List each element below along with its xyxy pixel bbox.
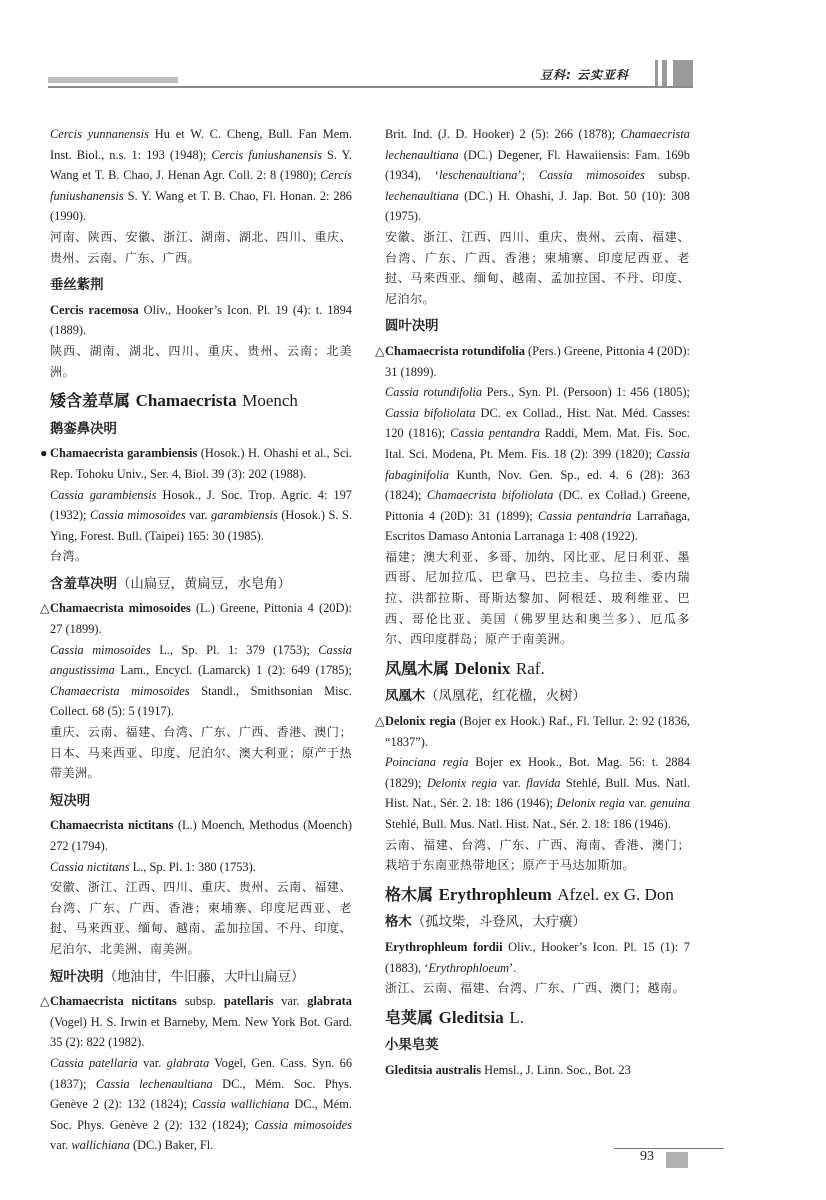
page-number: 93 [640,1149,654,1164]
accepted-name: Chamaecrista rotundifolia [385,343,525,358]
genus-chinese-name: 格木属 [385,884,434,904]
species-alternate-names: （孤坟柴，斗登风，大疔癀） [411,915,586,931]
species-chinese-name: 含羞草决明 [50,576,117,592]
entry-paragraph [385,124,690,227]
citation-text: Stehlé, Bull. Mus. Natl. Hist. Nat., Sér. 2. 18: 186 (1946); [385,775,691,811]
accepted-name: Cercis racemosa [50,302,139,317]
citation-text: ’; [517,168,539,183]
genus-chinese-name: 皂荚属 [385,1007,434,1027]
genus-chinese-name: 凤凰木属 [385,658,450,678]
distribution-text: 安徽、浙江、江西、四川、重庆、贵州、云南、福建、台湾、广东、广西、香港；柬埔寨、印度尼西亚、老挝、马来西亚、缅甸、越南、孟加拉国、不丹、印度、尼泊尔、北美洲、南美洲。 [50,880,352,956]
accepted-name: Gleditsia australis [385,1062,482,1077]
accepted-name: Erythrophleum fordii [385,939,503,954]
citation-text: L., Sp. Pl. 1: 380 (1753). [129,859,256,874]
genus-latin-name: Delonix [454,658,511,678]
citation-text: DC. ex Collad., Hist. Nat. Méd. Casses: 120 (1816); [385,405,690,441]
distribution-text: 福建；澳大利亚、多哥、加纳、冈比亚、尼日利亚、墨西哥、尼加拉瓜、巴拿马、巴拉圭、乌拉圭、委内瑞拉、洪都拉斯、哥斯达黎加、阿根廷、玻利维亚、巴西、哥伦比亚、美国（佛罗里达和奥兰多）、厄瓜多尔、西印度群岛；原产于南美洲。 [385,549,690,647]
genus-heading [385,1008,690,1029]
synonym-name: Cercis yunnanensis [50,127,149,141]
citation-text: (DC.) Degener, Fl. Hawaiiensis: Fam. 169b (1934), ‘ [385,147,690,183]
citation-text: var. [273,994,308,1009]
entry-paragraph: ● Chamaecrista garambiensis (Hosok.) H. Ohashi et al., Sci. Rep. Tohoku Univ., Ser. 4, Biol. 39 (3): 202 (1988). [40,446,353,481]
species-chinese-name: 短决明 [50,793,91,809]
citation-text: (DC.) Baker, Fl. [129,1138,214,1153]
accepted-name: Chamaecrista mimosoides [50,601,191,616]
entry-paragraph [50,815,352,856]
citation-text: subsp. [176,994,224,1009]
species-alternate-names: （地油甘，牛旧藤，大叶山扁豆） [103,969,305,985]
species-heading [385,317,690,338]
entry-paragraph [385,382,690,547]
citation-text: var. [624,796,651,811]
distribution-text: 台湾。 [50,549,88,564]
species-chinese-name: 鹅銮鼻决明 [50,421,117,437]
synonym-name: Cassia mimosoides [538,168,645,183]
synonym-name: Chamaecrista mimosoides [50,683,190,698]
species-chinese-name: 凤凰木 [385,689,426,705]
species-heading [385,913,690,934]
citation-text: (Pers.) Greene, Pittonia 4 (20D): 31 (1899). [385,343,690,379]
species-chinese-name: 小果皂荚 [385,1038,439,1054]
header-rule [48,86,693,88]
genus-heading [50,391,352,412]
entry-paragraph [50,485,352,547]
entry-paragraph: △Chamaecrista rotundifolia (Pers.) Greene, Pittonia 4 (20D): 31 (1899). [375,343,690,379]
species-alternate-names: （凤凰花，红花楹，火树） [425,689,586,705]
citation-text: Oliv., Hooker’s Icon. Pl. 15 (1): 7 (1883), ‘ [385,939,690,975]
genus-latin-name: Chamaecrista [135,391,237,411]
synonym-name: Chamaecrista lechenaultiana [385,127,690,162]
header-rule-accent [48,77,178,83]
left-column [40,124,353,1156]
species-chinese-name: 垂丝紫荆 [50,278,104,294]
synonym-name: leschenaultiana [439,168,518,183]
accepted-name: Chamaecrista nictitans [50,994,177,1009]
accepted-name: Chamaecrista garambiensis [50,446,198,461]
genus-author: Raf. [515,658,545,678]
citation-text: Hu et W. C. Cheng, Bull. Fan Mem. Inst. Biol., n.s. 1: 193 (1948); [50,127,352,162]
synonym-name: Cassia rotundifolia [385,385,483,400]
entry-paragraph: △Chamaecrista nictitans subsp. patellaris var. glabrata (Vogel) H. S. Irwin et Barneby, Mem. New York Bot. Gard. 35 (2): 822 (1982). [40,994,353,1050]
citation-text: (DC.) H. Ohashi, J. Jap. Bot. 50 (10): 308 (1975). [385,188,690,224]
species-heading [385,1036,690,1057]
synonym-name: Delonix regia [426,775,498,790]
footer-rule [614,1148,724,1149]
citation-text: (L.) Greene, Pittonia 4 (20D): 27 (1899). [50,601,352,637]
citation-text: S. Y. Wang et T. B. Chao, Fl. Honan. 2: 286 (1990). [50,188,352,224]
synonym-name: Cassia bifoliolata [385,405,476,420]
citation-text: Hosok., J. Soc. Trop. Agric. 4: 197 (1932); [50,487,352,523]
entry-paragraph [50,640,352,722]
species-chinese-name: 圆叶决明 [385,319,439,335]
distribution-text: 安徽、浙江、江西、四川、重庆、贵州、云南、福建、台湾、广东、广西、香港；柬埔寨、印度尼西亚、老挝、马来西亚、缅甸、越南、孟加拉国、不丹、印度、尼泊尔。 [385,229,690,306]
species-heading [50,276,352,297]
citation-text: Kunth, Nov. Gen. Sp., ed. 4. 6 (28): 363 (1824); [385,467,690,503]
synonym-name: flavida [526,775,561,790]
citation-text: DC., Mém. Soc. Phys. Genève 2 (2): 132 (1824); [50,1097,352,1132]
species-heading [50,420,352,441]
entry-paragraph [50,300,352,341]
citation-text: Pers., Syn. Pl. (Persoon) 1: 456 (1805); [482,385,690,400]
synonym-name: Poinciana regia [385,755,469,770]
right-column [375,124,691,1081]
species-heading [385,687,690,708]
synonym-name: Cassia mimosoides [254,1117,352,1132]
citation-text: (Vogel) H. S. Irwin et Barneby, Mem. New York Bot. Gard. 35 (2): 822 (1982). [50,1014,352,1050]
citation-text: (L.) Moench, Methodus (Moench) 272 (1794). [50,818,352,853]
citation-text: L., Sp. Pl. 1: 379 (1753); [150,642,319,657]
synonym-name: glabrata [166,1055,210,1070]
citation-text: Raddi, Mem. Mat. Fis. Soc. Ital. Sci. Modena, Pt. Mem. Fis. 18 (2): 399 (1820); [385,426,690,461]
citation-text: var. [497,775,527,790]
genus-author: L. [509,1007,524,1027]
entry-paragraph [385,937,690,978]
citation-text: (Bojer ex Hook.) Raf., Fl. Tellur. 2: 92 (1836, “1837”). [385,714,690,749]
synonym-name: Cassia garambiensis [50,487,157,502]
genus-latin-name: Erythrophleum [438,884,552,904]
citation-text: DC., Mém. Soc. Phys. Genève 2 (2): 132 (1824); [50,1076,353,1112]
entry-paragraph: △Delonix regia (Bojer ex Hook.) Raf., Fl. Tellur. 2: 92 (1836, “1837”). [375,714,690,749]
synonym-name: Cassia pentandra [450,426,540,441]
synonym-name: wallichiana [71,1138,130,1153]
citation-text: var. [137,1055,167,1070]
synonym-name: Cassia lechenaultiana [95,1076,213,1091]
citation-text: Bojer ex Hook., Bot. Mag. 56: t. 2884 (1829); [385,755,690,790]
accepted-name: Chamaecrista nictitans [50,818,174,833]
synonym-name: garambiensis [211,508,278,523]
synonym-name: Delonix regia [556,796,625,811]
accepted-name: glabrata [307,994,353,1009]
distribution-text: 河南、陕西、安徽、浙江、湖南、湖北、四川、重庆、贵州、云南、广东、广西。 [50,229,352,265]
distribution-text: 陕西、湖南、湖北、四川、重庆、贵州、云南；北美洲。 [50,343,352,379]
species-chinese-name: 格木 [385,915,412,931]
synonym-name: genuina [650,796,691,811]
synonym-name: lechenaultiana [385,188,459,203]
synonym-name: Cercis funiushanensis [211,147,322,162]
footer-block [666,1152,688,1168]
accepted-name: patellaris [223,994,274,1009]
citation-text: Larrañaga, Escritos Damaso Antonia Larranaga 1: 408 (1922). [385,508,691,544]
citation-text: (Hosok.) H. Ohashi et al., Sci. Rep. Tohoku Univ., Ser. 4, Biol. 39 (3): 202 (1988). [50,446,353,481]
citation-text: var. [185,508,211,523]
running-header: 豆科: 云实亚科 [540,68,629,82]
citation-text: var. [50,1138,72,1153]
synonym-name: Cercis funiushanensis [50,168,352,203]
citation-text: Vogel, Gen. Cass. Syn. 66 (1837); [50,1055,353,1091]
synonym-name: Cassia nictitans [50,859,130,874]
citation-text: Standl., Smithsonian Misc. Collect. 68 (5): 5 (1917). [50,683,352,719]
synonym-name: Cassia angustissima [50,642,352,678]
species-heading [50,575,352,596]
genus-latin-name: Gleditsia [438,1007,504,1027]
genus-heading [385,659,690,680]
species-alternate-names: （山扁豆，黄扁豆，水皂角） [116,576,292,592]
synonym-name: Cassia mimosoides [50,642,151,657]
entry-paragraph [385,1060,690,1081]
genus-author: Moench [242,391,298,411]
species-heading [50,968,352,989]
entry-paragraph [50,857,352,878]
synonym-name: Cassia wallichiana [192,1097,290,1112]
genus-chinese-name: 矮含羞草属 [50,391,131,411]
citation-text: ’. [509,960,517,975]
species-heading [50,792,352,813]
citation-text: Lam., Encycl. (Lamarck) 1 (2): 649 (1785); [114,663,352,678]
genus-heading [385,885,690,906]
distribution-text: 云南、福建、台湾、广东、广西、海南、香港、澳门；栽培于东南亚热带地区；原产于马达加斯加。 [385,837,690,873]
citation-text: (Hosok.) S. S. Ying, Forest. Bull. (Taipei) 165: 30 (1985). [50,508,352,543]
entry-paragraph [50,1053,352,1156]
entry-paragraph: △Chamaecrista mimosoides (L.) Greene, Pittonia 4 (20D): 27 (1899). [40,601,352,637]
synonym-name: Cassia mimosoides [89,508,186,523]
entry-paragraph [50,124,352,227]
distribution-text: 浙江、云南、福建、台湾、广东、广西、澳门；越南。 [385,981,686,996]
distribution-text: 重庆、云南、福建、台湾、广东、广西、香港、澳门；日本、马来西亚、印度、尼泊尔、澳大利亚；原产于热带美洲。 [50,725,352,781]
synonym-name: Cassia fabaginifolia [385,446,690,482]
synonym-name: Erythrophloeum [428,960,510,975]
synonym-name: Chamaecrista bifoliolata [426,488,554,503]
synonym-name: Cassia pentandria [538,508,632,523]
citation-text: Brit. Ind. (J. D. Hooker) 2 (5): 266 (1878); [385,127,621,141]
citation-text: subsp. [644,168,690,183]
genus-author: Afzel. ex G. Don [557,884,674,904]
citation-text: Stehlé, Bull. Mus. Natl. Hist. Nat., Sér. 2. 18: 186 (1946). [385,817,671,831]
species-chinese-name: 短叶决明 [50,969,104,985]
citation-text: Hemsl., J. Linn. Soc., Bot. 23 [481,1062,631,1077]
accepted-name: Delonix regia [385,714,456,729]
citation-text: S. Y. Wang et T. B. Chao, J. Henan Agr. Coll. 2: 8 (1980); [50,147,352,183]
citation-text: (DC. ex Collad.) Greene, Pittonia 4 (20D): 31 (1899); [385,488,690,523]
entry-paragraph [385,752,690,834]
synonym-name: Cassia patellaria [50,1055,138,1070]
citation-text: Oliv., Hooker’s Icon. Pl. 19 (4): t. 1894 (1889). [50,302,352,338]
